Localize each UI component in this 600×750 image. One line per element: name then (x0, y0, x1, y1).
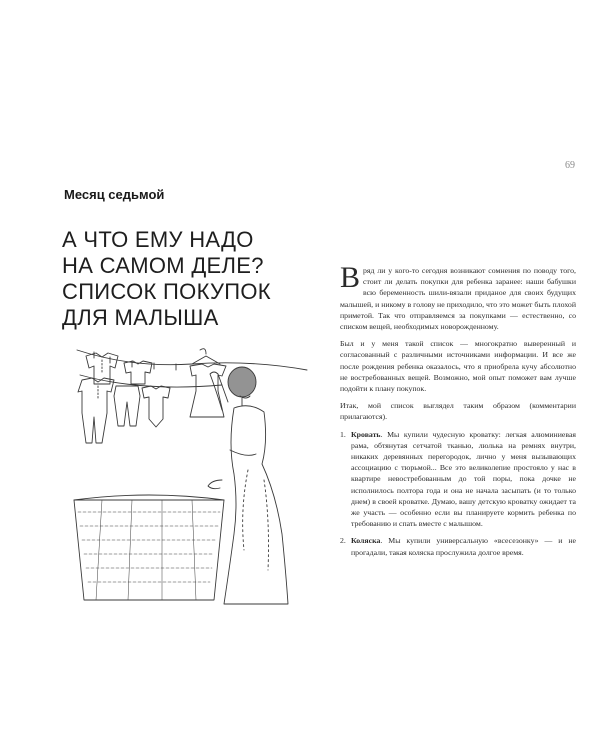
intro-paragraph (340, 261, 576, 332)
chapter-headline (62, 227, 322, 331)
list-text: . Мы купили универсальную «всесезонку» — и не прогадали, такая коляска прослужила долгое время. (351, 536, 576, 557)
body-paragraph: Был и у меня такой список — многократно выверенный и согласованный с различными источниками информации. И все же после рождения ребенка оказалось, что я приобрела кучу абсолютно не востребованных вещей. Возможно, мой опыт поможет вам лучше подойти к плану покупок. (340, 339, 576, 394)
list-item (340, 535, 576, 557)
list-text: . Мы купили чудесную кроватку: легкая алюминиевая рама, обтянутая сетчатой тканью, люлька на ремнях внутри, никаких деревянных перегородок, лично у меня вызывающих ассоциацию с тюрьмой... Все это великолепие простояло у нас в квартире невостребованным до той поры, пока дочке не исполнилось полтора года и она не начала засыпать (и то только днем) в своей кроватке. Думаю, вашу детскую кроватку ожидает та же участь — особенно если вы планируете кормить ребенка по требованию и спать вместе с малышом. (351, 429, 576, 529)
list-number: 1. (340, 429, 346, 439)
mother-laundry-illustration (72, 330, 312, 620)
list-item (340, 429, 576, 530)
intro-text: ряд ли у кого-то сегодня возникают сомнения по поводу того, стоит ли делать покупки для ребенка заранее: наши бабушки всю беременность шили-вязали приданое для своих будущих малышей, и никому в голову не приходило, что это может быть плохой приметой. Так что отправляемся за покупками — естественно, со списком вещей, необходимых новорожденному. (340, 266, 576, 332)
headline-line: СПИСОК ПОКУПОК (62, 279, 271, 304)
section-label: Месяц седьмой (64, 187, 165, 202)
list-term: Коляска (351, 536, 381, 546)
drop-cap: В (340, 261, 361, 294)
article-body (340, 261, 576, 564)
list-number: 2. (340, 536, 346, 546)
headline-line: ДЛЯ МАЛЫША (62, 305, 219, 330)
shopping-list (340, 429, 576, 558)
headline-line: НА САМОМ ДЕЛЕ? (62, 253, 264, 278)
page-number: 69 (565, 160, 575, 171)
headline-line: А ЧТО ЕМУ НАДО (62, 227, 254, 252)
list-term: Кровать (351, 429, 381, 439)
body-paragraph: Итак, мой список выглядел таким образом (комментарии прилагаются). (340, 401, 576, 422)
